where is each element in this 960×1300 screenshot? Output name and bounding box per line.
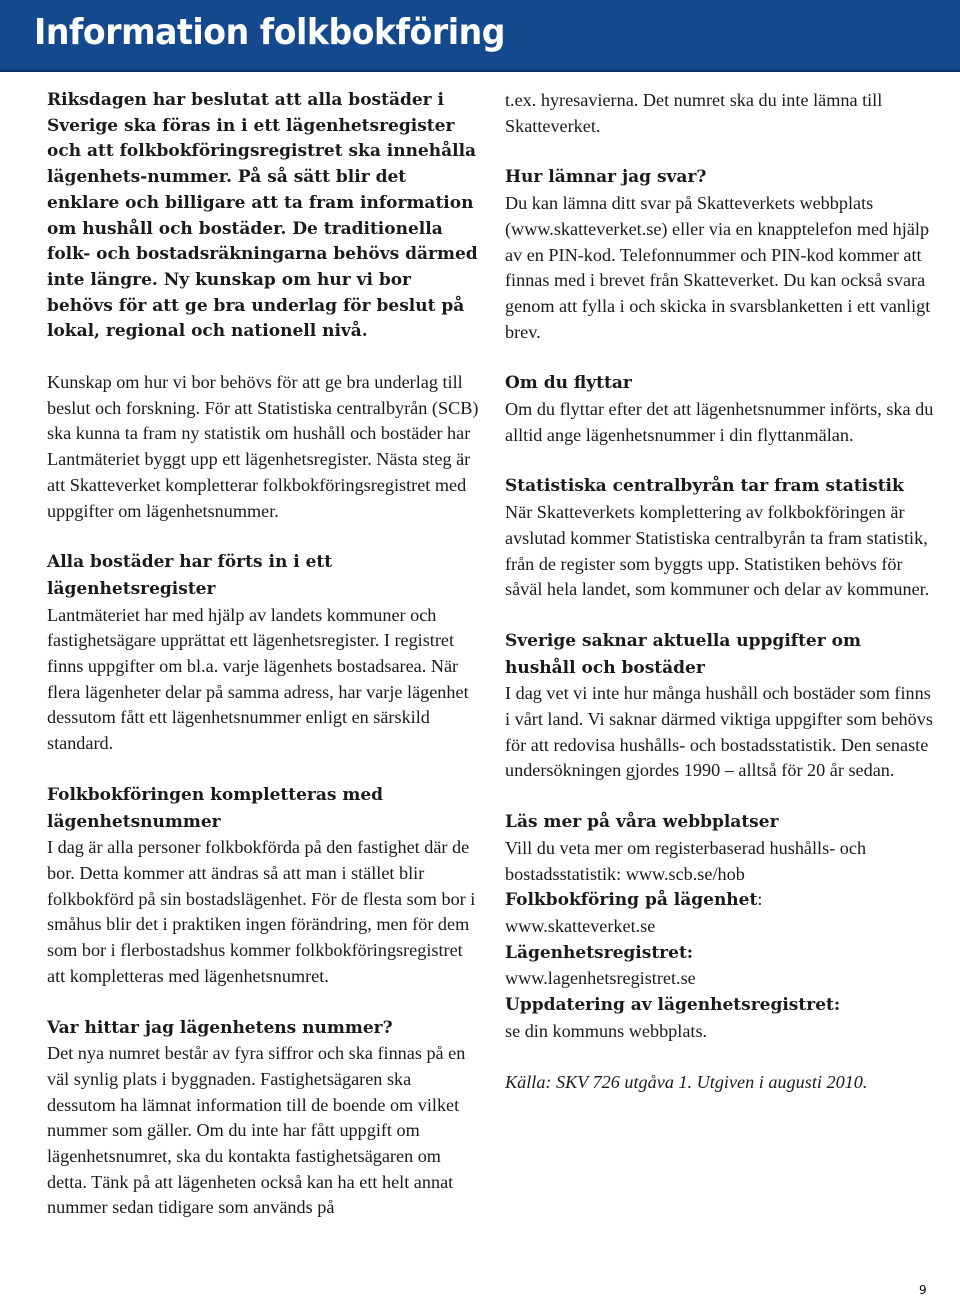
section-heading: Sverige saknar aktuella uppgifter om hushåll och bostäder [505,630,861,678]
section-registry [47,549,479,757]
link-skatteverket[interactable]: www.skatteverket.se [505,915,656,936]
right-column [505,88,935,1120]
section-folkbokforing [47,782,479,990]
section-heading: Alla bostäder har förts in i ett lägenhetsregister [47,552,333,599]
section-body: I dag är alla personer folkbokförda på den fastighet där de bor. Detta kommer att ändras så att man i stället blir folkbokförd på sin bostadslägenhet. För de flesta som bor i småhus blir det i praktiken ingen förändring, men för dem som bor i flerbostadshus kommer folkbokföringsregistret att kompletteras med lägenhetsnumret. [47,837,476,986]
header-banner [0,0,960,72]
section-read-more: Läs mer på våra webbplatser Vill du veta mer om registerbaserad hushålls- och bostadsstatistik: www.scb.se/hob Folkbokföring på lägenhet: www.skatteverket.se Lägenhetsregistret: www.lagenhetsregistret.se Uppdatering av lägenhetsregistret: se din kommuns webbplats. [505,812,867,1041]
section-heading: Statistiska centralbyrån tar fram statistik [505,476,904,497]
section-body: Du kan lämna ditt svar på Skatteverkets webbplats (www.skatteverket.se) eller via en knapptelefon med hjälp av en PIN-kod. Telefonnummer och PIN-kod kommer att finnas med i brevet från Skatteverket. Du kan också svara genom att fylla i och skicka in svarsblanketten i ett vanligt brev. [505,193,931,342]
section-find-number [47,1015,479,1222]
section-body: Lantmäteriet har med hjälp av landets kommuner och fastighetsägare upprättat ett lägenhetsregister. I registret finns uppgifter om bl.a. varje lägenhets bostadsarea. När flera lägenheter delar på samma adress, har varje lägenhet dessutom fått ett lägenhetsnummer enligt en särskild standard. [47,604,469,754]
section-answer [505,164,935,345]
section-moving [505,370,935,448]
section-heading: Om du flyttar [505,373,632,394]
section-body: Det nya numret består av fyra siffror och ska finnas på en väl synlig plats i byggnaden. Fastighetsägaren ska dessutom ha lämnat information till de boende om vilket nummer som gäller. Om du inte har fått uppgift om lägenhetsnumret, ska du kontakta fastighetsägaren om detta. Tänk på att lägenheten också kan ha ett helt annat nummer sedan tidigare som används på [47,1043,466,1218]
section-statistics [505,473,935,603]
section-heading: Hur lämnar jag svar? [505,167,707,188]
section-body: I dag vet vi inte hur många hushåll och bostäder som finns i vårt land. Vi saknar därmed viktiga uppgifter som behövs för att redovisa hushålls- och bostadsstatistik. Den senaste undersökningen gjordes 1990 – alltså för 20 år sedan. [505,683,933,781]
body-paragraph: Kunskap om hur vi bor behövs för att ge bra underlag till beslut och forskning. För att Statistiska centralbyrån (SCB) ska kunna ta fram ny statistik om hushåll och bostäder har Lantmäteriet byggt upp ett lägenhetsregister. Nästa steg är att Skatteverket kompletterar folkbokföringsregistret med uppgifter om lägenhetsnummer. [47,372,479,521]
section-body: Om du flyttar efter det att lägenhetsnummer införts, ska du alltid ange lägenhetsnummer i din flyttanmälan. [505,399,934,445]
section-heading: Läs mer på våra webbplatser [505,812,779,833]
intro-paragraph: Riksdagen har beslutat att alla bostäder i Sverige ska föras in i ett lägenhetsregister och att folkbokföringsregistret ska innehålla lägenhets-nummer. På så sätt blir det enklare och billigare att ta fram information om hushåll och bostäder. De traditionella folk- och bostadsräkningarna behövs därmed inte längre. Ny kunskap om hur vi bor behövs för att ge bra underlag för beslut på lokal, regional och nationell nivå. [47,90,478,342]
section-body: När Skatteverkets komplettering av folkbokföringen är avslutad kommer Statistiska centralbyrån ta fram statistik, från de register som byggts upp. Statistiken behövs för såväl hela landet, som kommuner och delar av kommuner. [505,502,930,600]
link-label-lagenhetsregistret: Lägenhetsregistret: [505,942,694,963]
page-title: Information folkbokföring [34,12,505,53]
update-text: se din kommuns webbplats. [505,1020,708,1041]
source-note: Källa: SKV 726 utgåva 1. Utgiven i augusti 2010. [505,1071,868,1092]
left-column [47,88,479,1246]
continued-paragraph: t.ex. hyresavierna. Det numret ska du inte lämna till Skatteverket. [505,90,883,136]
section-body: Vill du veta mer om registerbaserad hushålls- och bostadsstatistik: www.scb.se/hob [505,837,867,884]
section-sweden-lacks [505,628,935,784]
section-heading: Folkbokföringen kompletteras med lägenhetsnummer [47,784,384,832]
link-label-folkbokforing: Folkbokföring på lägenhet [505,890,758,911]
section-heading: Var hittar jag lägenhetens nummer? [47,1017,393,1038]
link-label-update: Uppdatering av lägenhetsregistret: [505,995,841,1016]
link-lagenhetsregistret[interactable]: www.lagenhetsregistret.se [505,968,696,989]
page-number: 9 [919,1283,927,1297]
